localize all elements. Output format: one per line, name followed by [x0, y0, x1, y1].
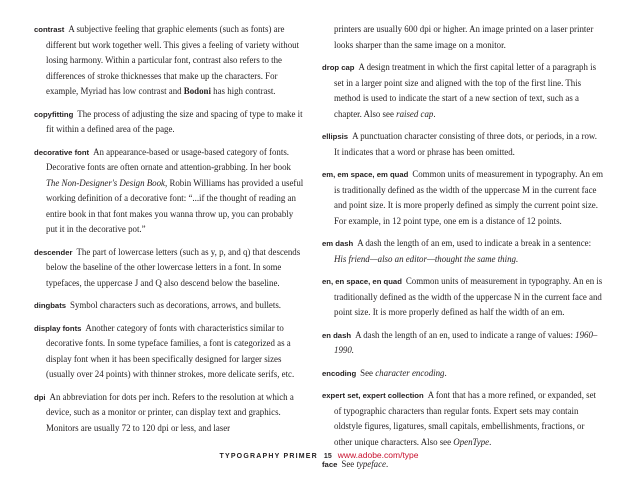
book-title: The Non-Designer's Design Book	[46, 177, 165, 188]
glossary-definition: The part of lowercase letters (such as y, p, and q) that descends below the baseline of the other lowercase letters in a font. In some typefaces, the uppercase J and Q also descend below the baseline.	[46, 246, 301, 288]
cross-reference: OpenType	[453, 436, 490, 447]
glossary-entry-dpi	[34, 390, 304, 437]
glossary-entry-contrast	[34, 22, 304, 100]
glossary-term: em dash	[322, 239, 354, 248]
glossary-term: drop cap	[322, 63, 355, 72]
glossary-term: dpi	[34, 392, 46, 402]
glossary-definition: A dash the length of an en, used to indicate a range of values:	[355, 329, 576, 340]
cross-reference: raised cap	[396, 108, 434, 119]
glossary-definition: Another category of fonts with characteristics similar to decorative fonts. In some typeface families, a font is categorized as a display font when it has been specifically designed for larger sizes (usually over 24 points) with thinner strokes, more delicate serifs, etc.	[46, 322, 295, 379]
glossary-definition: A subjective feeling that graphic elements (such as fonts) are different but work together well. This gives a feeling of variety without losing harmony. Within a particular font, contrast also refers to the differences of stroke thicknesses that make up the characters. For example,	[46, 24, 300, 96]
cross-reference: typeface	[356, 459, 387, 469]
glossary-entry-en-dash	[322, 328, 604, 359]
footer-url-link[interactable]: www.adobe.com/type	[337, 450, 419, 460]
glossary-term: en dash	[322, 330, 352, 340]
cross-reference: character encoding	[375, 367, 445, 378]
cross-reference: His friend—also an editor—thought the same thing.	[334, 253, 519, 264]
glossary-entry-em-em-space-em-quad	[322, 167, 604, 229]
glossary-term: contrast	[34, 25, 65, 34]
glossary-term: dingbats	[34, 301, 67, 310]
punctuation: .	[489, 436, 492, 447]
font-name-myriad: Myriad	[80, 86, 107, 96]
page-footer	[0, 450, 638, 460]
glossary-definition: See	[341, 459, 357, 469]
glossary-term: face	[322, 460, 338, 469]
cross-reference: 1960–1990.	[334, 329, 598, 355]
glossary-entry-decorative-font	[34, 145, 304, 238]
glossary-definition: A punctuation character consisting of three dots, or periods, in a row. It indicates that a word or phrase has been omitted.	[334, 131, 597, 157]
punctuation: .	[444, 367, 447, 378]
glossary-entry-dingbats	[34, 298, 304, 314]
glossary-definition-part: , Robin Williams has provided a useful working definition of a decorative font: “...if the thought of reading an entire book in that font makes you wanna throw up, you can probably put it in the decorative pot.”	[46, 177, 304, 234]
glossary-entry-encoding	[322, 366, 604, 382]
glossary-term: decorative font	[34, 147, 90, 157]
glossary-term: copyfitting	[34, 109, 74, 119]
glossary-definition: An appearance-based or usage-based category of fonts. Decorative fonts are often ornate and attention-grabbing. In her book	[46, 146, 291, 172]
glossary-column-left	[34, 22, 304, 443]
glossary-definition: An abbreviation for dots per inch. Refers to the resolution at which a device, such as a monitor or printer, can display text and graphics. Monitors are usually 72 to 120 dpi or less, and laser	[46, 391, 294, 433]
glossary-entry-descender	[34, 245, 304, 292]
glossary-term: descender	[34, 247, 73, 257]
glossary-entry-expert-set-expert-collection	[322, 388, 604, 450]
glossary-entry-display-fonts	[34, 321, 304, 383]
glossary-entry-drop-cap	[322, 60, 604, 122]
glossary-term: expert set, expert collection	[322, 391, 424, 400]
glossary-definition-part: has low contrast and	[106, 86, 184, 96]
glossary-entries-right	[322, 60, 604, 473]
glossary-column-right	[322, 22, 604, 480]
glossary-term: display fonts	[34, 323, 82, 333]
glossary-definition: Common units of measurement in typography. An em is traditionally defined as the width of the uppercase M in the current face and point size. It is more properly defined as simply the current point size. For example, in 12 point type, one em is a distance of 12 points.	[334, 169, 604, 226]
glossary-definition: See	[360, 367, 376, 378]
punctuation: .	[433, 108, 436, 119]
glossary-definition: A font that has a more refined, or expanded, set of typographic characters than regular fonts. Expert sets may contain oldstyle figures, ligatures, small capitals, embellishments, fractions, or other unique characters. Also see	[334, 390, 597, 447]
glossary-term: en, en space, en quad	[322, 277, 402, 286]
glossary-definition: The process of adjusting the size and spacing of type to make it fit within a defined area of the page.	[46, 108, 303, 134]
glossary-entry-em-dash	[322, 236, 604, 267]
punctuation: .	[386, 459, 389, 469]
glossary-definition-part: has high contrast.	[210, 86, 276, 96]
glossary-definition: A design treatment in which the first capital letter of a paragraph is set in a larger point size and aligned with the top of the first line. This method is used to indicate the start of a new section of text, such as a chapter. Also see	[334, 62, 597, 119]
glossary-entry-en-en-space-en-quad	[322, 274, 604, 321]
glossary-definition: A dash the length of an em, used to indicate a break in a sentence:	[357, 238, 592, 248]
glossary-term: encoding	[322, 368, 357, 378]
glossary-entry-copyfitting	[34, 107, 304, 138]
glossary-term: ellipsis	[322, 132, 349, 141]
glossary-definition: Common units of measurement in typography. An en is traditionally defined as the width of the uppercase N in the current face and point size. It is more properly defined as half the width of an em.	[334, 276, 603, 317]
glossary-entry-ellipsis	[322, 129, 604, 160]
glossary-term: em, em space, em quad	[322, 170, 409, 179]
glossary-definition: Symbol characters such as decorations, arrows, and bullets.	[70, 300, 281, 310]
footer-label: TYPOGRAPHY PRIMER	[219, 453, 318, 460]
font-name-bodoni: Bodoni	[183, 86, 211, 96]
glossary-entry-continuation: printers are usually 600 dpi or higher. An image printed on a laser printer looks sharper than the same image on a monitor.	[334, 24, 594, 50]
page-number: 15	[323, 453, 332, 460]
